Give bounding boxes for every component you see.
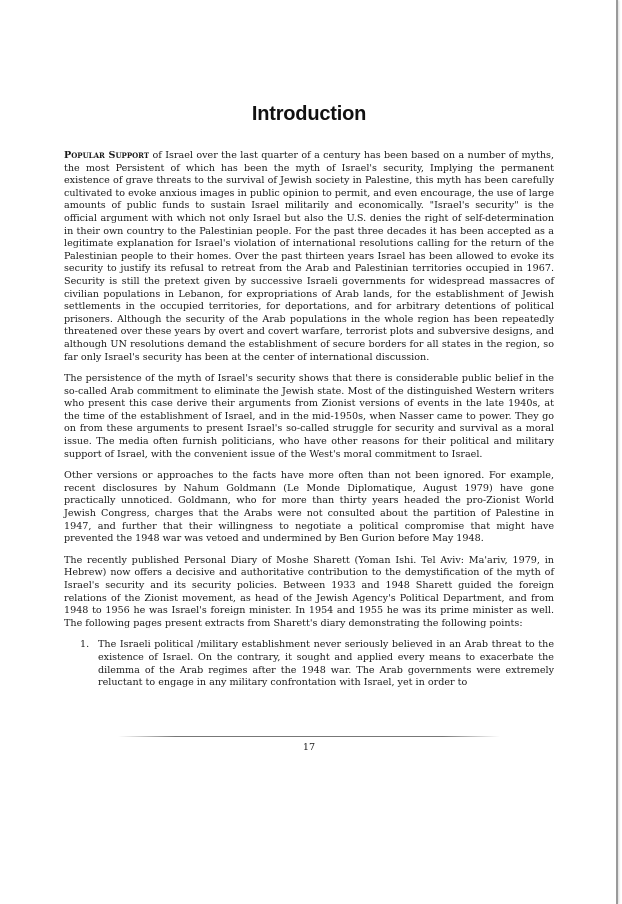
list-item	[64, 639, 554, 689]
paragraph-lead: Popular Support	[64, 150, 150, 161]
paragraph	[64, 150, 554, 364]
footer-divider	[118, 736, 500, 737]
page-title: Introduction	[251, 103, 367, 125]
list-item-number: 1.	[80, 639, 90, 651]
page-number: 17	[302, 742, 316, 753]
numbered-list	[64, 639, 554, 689]
body-text	[64, 150, 554, 690]
list-item-text: The Israeli political /military establishment never seriously believed in an Arab threat to the existence of Israel. On the contrary, it sought and applied every means to exacerbate the dilemma of the Arab regimes after the 1948 war. The Arab governments were extremely reluctant to engage in any military confrontation with Israel, yet in order to	[98, 639, 554, 689]
paragraph: The persistence of the myth of Israel's security shows that there is considerable public belief in the so-called Arab commitment to eliminate the Jewish state. Most of the distinguished Western writers who present this case derive their arguments from Zionist versions of events in the late 1940s, at the time of the establishment of Israel, and in the mid-1950s, when Nasser came to power. They go on from these arguments to present Israel's so-called struggle for security and survival as a moral issue. The media often furnish politicians, who have other reasons for their political and military support of Israel, with the convenient issue of the West's moral commitment to Israel.	[64, 373, 554, 460]
paragraph: The recently published Personal Diary of Moshe Sharett (Yoman Ishi. Tel Aviv: Ma'ariv, 1979, in Hebrew) now offers a decisive and authoritative contribution to the demystification of the myth of Israel's security and its security policies. Between 1933 and 1948 Sharett guided the foreign relations of the Zionist movement, as head of the Jewish Agency's Political Department, and from 1948 to 1956 he was Israel's foreign minister. In 1954 and 1955 he was its prime minister as well. The following pages present extracts from Sharett's diary demonstrating the following points:	[64, 554, 554, 629]
paragraph-text: of Israel over the last quarter of a century has been based on a number of myths, the most Persistent of which has been the myth of Israel's security, Implying the permanent existence of grave threats to the survival of Jewish society in Palestine, this myth has been carefully cultivated to evoke anxious images in public opinion to permit, and even encourage, the use of large amounts of public funds to sustain Israel militarily and economically. "Israel's security" is the official argument with which not only Israel but also the U.S. denies the right of self-determination in their own country to the Palestinian people. For the past three decades it has been accepted as a legitimate explanation for Israel's violation of international resolutions calling for the return of the Palestinian people to their homes. Over the past thirteen years Israel has been allowed to evoke its security to justify its refusal to retreat from the Arab and Palestinian territories occupied in 1967. Security is still the pretext given by successive Israeli governments for widespread massacres of civilian populations in Lebanon, for expropriations of Arab lands, for the establishment of Jewish settlements in the occupied territories, for deportations, and for arbitrary detentions of political prisoners. Although the security of the Arab populations in the whole region has been repeatedly threatened over these years by overt and covert warfare, terrorist plots and subversive designs, and although UN resolutions demand the establishment of secure borders for all states in the region, so far only Israel's security has been at the center of international discussion.	[64, 150, 554, 363]
paragraph: Other versions or approaches to the facts have more often than not been ignored. For example, recent disclosures by Nahum Goldmann (Le Monde Diplomatique, August 1979) have gone practically unnoticed. Goldmann, who for more than thirty years headed the pro-Zionist World Jewish Congress, charges that the Arabs were not consulted about the partition of Palestine in 1947, and further that their willingness to negotiate a political compromise that might have prevented the 1948 war was vetoed and undermined by Ben Gurion before May 1948.	[64, 470, 554, 545]
